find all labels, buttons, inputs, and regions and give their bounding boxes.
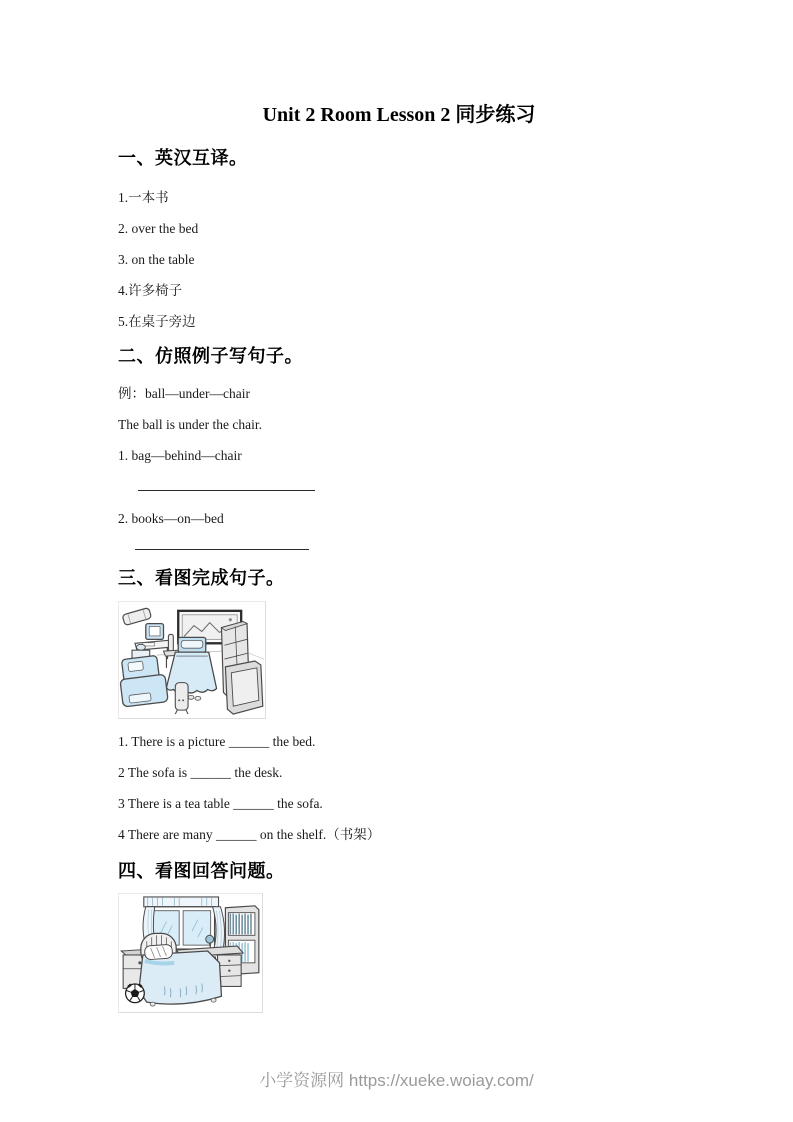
section-translation: [118, 147, 680, 330]
section-answer-questions: [118, 860, 680, 1013]
site-watermark: 小学资源网 https://xueke.woiay.com/: [259, 1071, 534, 1090]
writing-item-1: 1. bag—behind—chair: [118, 448, 242, 463]
room-illustration-1: [118, 601, 266, 719]
wall-lamp: [122, 608, 151, 626]
section-translation-heading: 一、英汉互译。: [118, 148, 248, 168]
complete-item-1: 1. There is a picture ______ the bed.: [118, 734, 316, 749]
example-prompt: 例：ball—under—chair: [118, 386, 250, 401]
sofa: [118, 655, 168, 707]
section-sentence-writing: [118, 345, 680, 550]
translation-item-2: 2. over the bed: [118, 221, 199, 236]
translation-item-3: 3. on the table: [118, 252, 195, 267]
translation-item-1: 1.一本书: [118, 190, 169, 205]
translation-item-5: 5.在桌子旁边: [118, 314, 196, 329]
complete-item-2: 2 The sofa is ______ the desk.: [118, 765, 283, 780]
answer-blank-line-1: [138, 477, 315, 491]
example-sentence: The ball is under the chair.: [118, 417, 262, 432]
section-complete-sentences-heading: 三、看图完成句子。: [118, 568, 285, 588]
complete-item-3: 3 There is a tea table ______ the sofa.: [118, 796, 323, 811]
page-title: Unit 2 Room Lesson 2 同步练习: [262, 104, 536, 126]
tv-cabinet: [225, 661, 262, 714]
translation-item-4: 4.许多椅子: [118, 283, 183, 298]
room-illustration-2: [118, 893, 263, 1013]
soccer-ball: [126, 984, 145, 1003]
section-answer-questions-heading: 四、看图回答问题。: [118, 861, 285, 881]
floor-stool: [175, 683, 188, 714]
worksheet-content: [118, 103, 680, 1013]
answer-blank-line-2: [135, 536, 309, 550]
bed: [166, 637, 216, 700]
writing-item-2: 2. books—on—bed: [118, 511, 224, 526]
section-sentence-writing-heading: 二、仿照例子写句子。: [118, 346, 303, 366]
section-complete-sentences: [118, 567, 680, 843]
complete-item-4: 4 There are many ______ on the shelf.（书架）: [118, 827, 381, 842]
